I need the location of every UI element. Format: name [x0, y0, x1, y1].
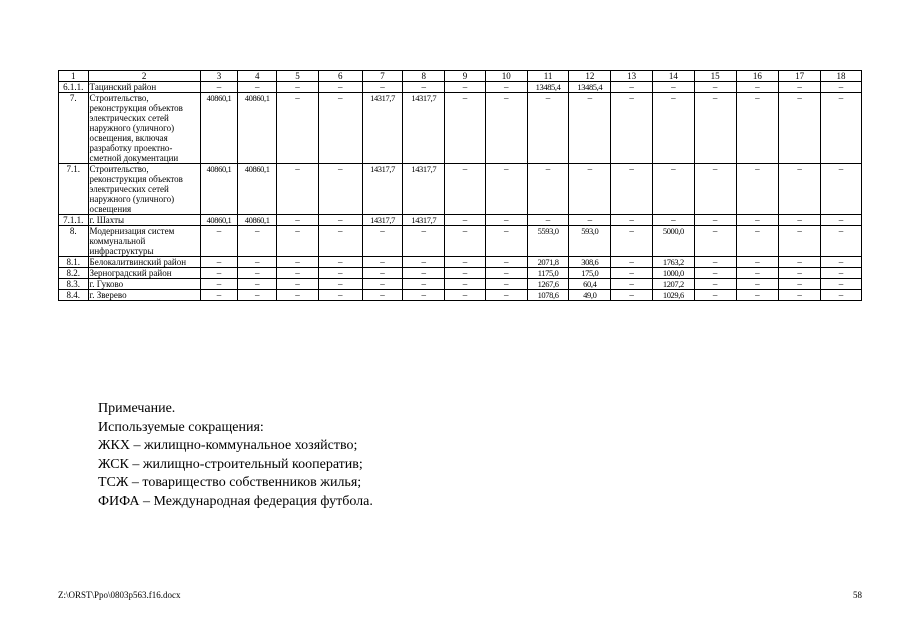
column-header: 7 [362, 71, 403, 82]
table-row [59, 93, 862, 164]
empty-value-cell: – [362, 268, 403, 279]
empty-value-cell: – [736, 290, 779, 301]
table-body [59, 71, 862, 301]
column-header: 14 [652, 71, 694, 82]
value-cell: 1029,6 [652, 290, 694, 301]
row-number-cell: 7. [59, 93, 89, 164]
column-header: 6 [318, 71, 362, 82]
value-cell: 1000,0 [652, 268, 694, 279]
empty-value-cell: – [318, 290, 362, 301]
table-row [59, 82, 862, 93]
empty-value-cell: – [318, 82, 362, 93]
empty-value-cell: – [445, 215, 486, 226]
row-number-cell: 8. [59, 226, 89, 257]
empty-value-cell: – [611, 279, 653, 290]
table-row [59, 268, 862, 279]
empty-value-cell: – [569, 215, 611, 226]
footer-page-number: 58 [853, 590, 862, 600]
empty-value-cell: – [485, 93, 527, 164]
empty-value-cell: – [821, 93, 862, 164]
empty-value-cell: – [569, 93, 611, 164]
value-cell: 40860,1 [238, 93, 277, 164]
empty-value-cell: – [736, 279, 779, 290]
value-cell: 1267,6 [527, 279, 569, 290]
empty-value-cell: – [200, 268, 238, 279]
empty-value-cell: – [362, 257, 403, 268]
empty-value-cell: – [445, 82, 486, 93]
empty-value-cell: – [200, 279, 238, 290]
empty-value-cell: – [821, 257, 862, 268]
empty-value-cell: – [318, 215, 362, 226]
empty-value-cell: – [485, 279, 527, 290]
row-number-cell: 8.2. [59, 268, 89, 279]
empty-value-cell: – [652, 164, 694, 215]
empty-value-cell: – [445, 268, 486, 279]
abbreviation-fifa: ФИФА – Международная федерация футбола. [98, 493, 373, 509]
value-cell: 14317,7 [403, 93, 445, 164]
empty-value-cell: – [779, 279, 821, 290]
value-cell: 5593,0 [527, 226, 569, 257]
empty-value-cell: – [403, 226, 445, 257]
value-cell: 49,0 [569, 290, 611, 301]
row-name-cell: г. Зверево [88, 290, 200, 301]
value-cell: 14317,7 [403, 164, 445, 215]
empty-value-cell: – [611, 82, 653, 93]
row-number-cell: 8.4. [59, 290, 89, 301]
row-name-cell: г. Гуково [88, 279, 200, 290]
value-cell: 40860,1 [238, 164, 277, 215]
value-cell: 308,6 [569, 257, 611, 268]
column-header: 16 [736, 71, 779, 82]
empty-value-cell: – [200, 290, 238, 301]
empty-value-cell: – [736, 82, 779, 93]
abbreviation-zhkh: ЖКХ – жилищно-коммунальное хозяйство; [98, 438, 358, 454]
value-cell: 40860,1 [200, 164, 238, 215]
empty-value-cell: – [362, 226, 403, 257]
abbreviation-tszh: ТСЖ – товарищество собственников жилья; [98, 475, 362, 491]
empty-value-cell: – [485, 164, 527, 215]
empty-value-cell: – [527, 93, 569, 164]
footer-file-path: Z:\ORST\Ppo\0803p563.f16.docx [58, 590, 181, 600]
value-cell: 13485,4 [527, 82, 569, 93]
notes-subtitle: Используемые сокращения: [98, 419, 264, 435]
empty-value-cell: – [445, 290, 486, 301]
empty-value-cell: – [318, 268, 362, 279]
row-name-cell: Тацинский район [88, 82, 200, 93]
budget-table [58, 70, 862, 301]
row-name-cell: Зерноградский район [88, 268, 200, 279]
table-row [59, 279, 862, 290]
empty-value-cell: – [736, 93, 779, 164]
empty-value-cell: – [736, 164, 779, 215]
value-cell: 2071,8 [527, 257, 569, 268]
empty-value-cell: – [821, 279, 862, 290]
empty-value-cell: – [362, 290, 403, 301]
empty-value-cell: – [485, 226, 527, 257]
empty-value-cell: – [611, 93, 653, 164]
empty-value-cell: – [403, 279, 445, 290]
empty-value-cell: – [318, 164, 362, 215]
empty-value-cell: – [277, 290, 319, 301]
row-number-cell: 7.1. [59, 164, 89, 215]
value-cell: 40860,1 [200, 93, 238, 164]
empty-value-cell: – [485, 268, 527, 279]
empty-value-cell: – [200, 82, 238, 93]
empty-value-cell: – [821, 226, 862, 257]
table-row [59, 164, 862, 215]
row-name-cell: г. Шахты [88, 215, 200, 226]
empty-value-cell: – [736, 257, 779, 268]
row-number-cell: 7.1.1. [59, 215, 89, 226]
empty-value-cell: – [821, 82, 862, 93]
empty-value-cell: – [694, 257, 736, 268]
empty-value-cell: – [652, 93, 694, 164]
empty-value-cell: – [527, 215, 569, 226]
value-cell: 14317,7 [362, 93, 403, 164]
empty-value-cell: – [403, 257, 445, 268]
value-cell: 60,4 [569, 279, 611, 290]
column-header: 8 [403, 71, 445, 82]
column-header: 10 [485, 71, 527, 82]
empty-value-cell: – [238, 290, 277, 301]
empty-value-cell: – [238, 257, 277, 268]
empty-value-cell: – [527, 164, 569, 215]
notes-title: Примечание. [98, 401, 176, 416]
empty-value-cell: – [611, 226, 653, 257]
empty-value-cell: – [694, 215, 736, 226]
table-row [59, 290, 862, 301]
empty-value-cell: – [694, 82, 736, 93]
empty-value-cell: – [736, 268, 779, 279]
row-name-cell: Белокалитвинский район [88, 257, 200, 268]
row-number-cell: 8.3. [59, 279, 89, 290]
empty-value-cell: – [445, 257, 486, 268]
empty-value-cell: – [485, 82, 527, 93]
empty-value-cell: – [277, 226, 319, 257]
column-header: 11 [527, 71, 569, 82]
value-cell: 175,0 [569, 268, 611, 279]
empty-value-cell: – [611, 215, 653, 226]
empty-value-cell: – [277, 93, 319, 164]
empty-value-cell: – [736, 226, 779, 257]
empty-value-cell: – [445, 164, 486, 215]
empty-value-cell: – [779, 93, 821, 164]
empty-value-cell: – [485, 257, 527, 268]
value-cell: 14317,7 [403, 215, 445, 226]
empty-value-cell: – [238, 82, 277, 93]
empty-value-cell: – [611, 257, 653, 268]
empty-value-cell: – [362, 82, 403, 93]
empty-value-cell: – [821, 290, 862, 301]
empty-value-cell: – [403, 290, 445, 301]
empty-value-cell: – [821, 268, 862, 279]
row-number-cell: 6.1.1. [59, 82, 89, 93]
abbreviation-zhsk: ЖСК – жилищно-строительный кооператив; [98, 456, 363, 472]
empty-value-cell: – [318, 93, 362, 164]
row-name-cell: Строительство, реконструкция объектов электрических сетей наружного (уличного) освещения [88, 164, 200, 215]
value-cell: 14317,7 [362, 215, 403, 226]
empty-value-cell: – [238, 279, 277, 290]
empty-value-cell: – [694, 226, 736, 257]
empty-value-cell: – [694, 290, 736, 301]
table-row [59, 257, 862, 268]
empty-value-cell: – [485, 290, 527, 301]
column-header: 18 [821, 71, 862, 82]
empty-value-cell: – [318, 226, 362, 257]
value-cell: 1763,2 [652, 257, 694, 268]
row-number-cell: 8.1. [59, 257, 89, 268]
empty-value-cell: – [277, 82, 319, 93]
empty-value-cell: – [569, 164, 611, 215]
empty-value-cell: – [736, 215, 779, 226]
empty-value-cell: – [694, 279, 736, 290]
table-row [59, 215, 862, 226]
value-cell: 1207,2 [652, 279, 694, 290]
empty-value-cell: – [652, 215, 694, 226]
empty-value-cell: – [694, 93, 736, 164]
empty-value-cell: – [694, 164, 736, 215]
column-header: 5 [277, 71, 319, 82]
value-cell: 1175,0 [527, 268, 569, 279]
empty-value-cell: – [611, 268, 653, 279]
column-header: 12 [569, 71, 611, 82]
row-name-cell: Строительство, реконструкция объектов электрических сетей наружного (уличного) освещения, включая разработку проектно-сметной документации [88, 93, 200, 164]
value-cell: 40860,1 [200, 215, 238, 226]
empty-value-cell: – [445, 279, 486, 290]
column-header: 3 [200, 71, 238, 82]
empty-value-cell: – [779, 215, 821, 226]
value-cell: 5000,0 [652, 226, 694, 257]
empty-value-cell: – [200, 226, 238, 257]
empty-value-cell: – [821, 215, 862, 226]
empty-value-cell: – [652, 82, 694, 93]
empty-value-cell: – [277, 279, 319, 290]
column-header: 17 [779, 71, 821, 82]
empty-value-cell: – [362, 279, 403, 290]
empty-value-cell: – [318, 279, 362, 290]
empty-value-cell: – [611, 164, 653, 215]
table-row [59, 226, 862, 257]
value-cell: 593,0 [569, 226, 611, 257]
empty-value-cell: – [611, 290, 653, 301]
empty-value-cell: – [403, 268, 445, 279]
value-cell: 14317,7 [362, 164, 403, 215]
value-cell: 40860,1 [238, 215, 277, 226]
empty-value-cell: – [779, 164, 821, 215]
empty-value-cell: – [779, 257, 821, 268]
column-header: 1 [59, 71, 89, 82]
column-header: 2 [88, 71, 200, 82]
empty-value-cell: – [403, 82, 445, 93]
empty-value-cell: – [445, 226, 486, 257]
column-header: 13 [611, 71, 653, 82]
table-header-row [59, 71, 862, 82]
value-cell: 1078,6 [527, 290, 569, 301]
empty-value-cell: – [277, 164, 319, 215]
value-cell: 13485,4 [569, 82, 611, 93]
empty-value-cell: – [779, 290, 821, 301]
empty-value-cell: – [445, 93, 486, 164]
empty-value-cell: – [238, 268, 277, 279]
empty-value-cell: – [200, 257, 238, 268]
empty-value-cell: – [779, 268, 821, 279]
empty-value-cell: – [238, 226, 277, 257]
column-header: 4 [238, 71, 277, 82]
empty-value-cell: – [277, 215, 319, 226]
empty-value-cell: – [821, 164, 862, 215]
row-name-cell: Модернизация систем коммунальной инфраструктуры [88, 226, 200, 257]
empty-value-cell: – [277, 257, 319, 268]
empty-value-cell: – [485, 215, 527, 226]
empty-value-cell: – [277, 268, 319, 279]
notes-block [98, 400, 373, 512]
column-header: 15 [694, 71, 736, 82]
empty-value-cell: – [779, 82, 821, 93]
empty-value-cell: – [694, 268, 736, 279]
column-header: 9 [445, 71, 486, 82]
empty-value-cell: – [318, 257, 362, 268]
empty-value-cell: – [779, 226, 821, 257]
